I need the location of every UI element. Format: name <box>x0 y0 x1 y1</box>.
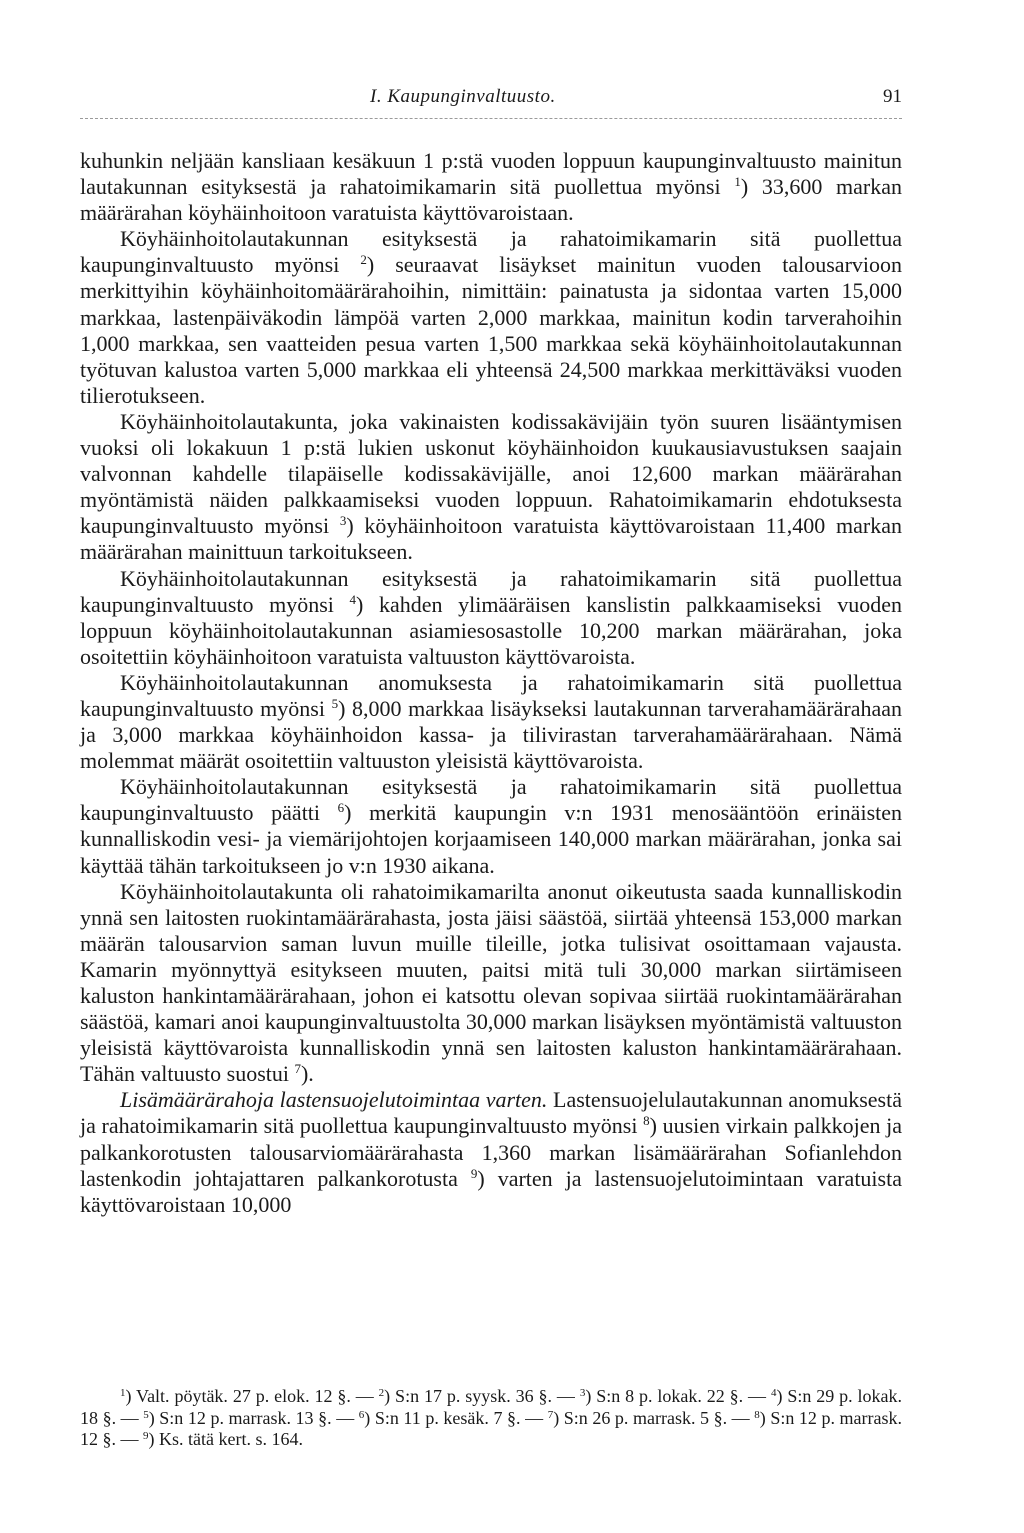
footnote-ref: 2 <box>360 252 367 268</box>
footnote-ref: 1 <box>734 174 741 190</box>
paragraph: Köyhäinhoitolautakunnan esityksestä ja rahatoimikamarin sitä puollettua kaupunginvaltuusto päätti $^6$) merkitä kaupungin v:n 1931 menosääntöön erinäisten kunnalliskodin vesi- ja viemärijohtojen korjaamiseen 140,000 markan määrärahan, jonka sai käyttää tähän tarkoitukseen jo v:n 1930 aikana. <box>80 774 903 878</box>
paragraph: Köyhäinhoitolautakunta oli rahatoimikamarilta anonut oikeutusta saada kunnalliskodin ynnä sen laitosten ruokintamäärärahasta, josta jäisi säästöä, siirtää yhteensä 153,000 markan määrän talousarvion saman luvun muille tileille, jotka tulisivat osoittamaan vajausta. Kamarin myönnyttyä esitykseen muuten, paitsi mitä tuli 30,000 markan siirtämiseen kaluston hankintamäärärahaan, johon ei katsottu olevan sopivaa siirtää ruokintamäärärahan säästöä, kamari anoi kaupunginvaltuustolta 30,000 markan lisäyksen myöntämistä valtuuston yleisistä käyttövaroista kunnalliskodin ynnä sen laitosten kaluston hankintamäärärahaan. Tähän valtuusto suostui $^7$). <box>80 878 902 1087</box>
footnote-ref: 6 <box>337 800 345 816</box>
footnote-ref: 5 <box>331 695 339 711</box>
section-heading: Lisämäärärahoja lastensuojelutoimintaa varten. <box>120 1087 548 1113</box>
paragraph: Köyhäinhoitolautakunta, joka vakinaisten kodissakävijäin työn suuren lisääntymisen vuoksi oli lokakuun 1 p:stä lukien uskonut köyhäinhoidon kuukausiavustuksen saajain valvonnan kahdelle tilapäiselle kodissakävijälle, anoi 12,600 markan määrärahan myöntämistä näiden palkkaamiseksi vuoden loppuun. Rahatoimikamarin ehdotuksesta kaupunginvaltuusto myönsi $^3$) köyhäinhoitoon varatuista käyttövaroistaan 11,400 markan määrärahan mainittuun tarkoitukseen. <box>80 408 903 565</box>
paragraph: Köyhäinhoitolautakunnan esityksestä ja rahatoimikamarin sitä puollettua kaupunginvaltuusto myönsi $^2$) seuraavat lisäykset mainitun vuoden talousarvioon merkittyihin köyhäinhoitomäärärahoihin, nimittäin: painatusta ja sidontaa varten 15,000 markkaa, lastenpäiväkodin lämpöä varten 2,000 markkaa, mainitun kodin tarverahoihin 1,000 markkaa, sen vaatteiden pesua varten 1,500 markkaa sekä köyhäinhoitolautakunnan työtuvan kalustoa varten 5,000 markkaa eli yhteensä 24,500 markkaa merkittäväksi vuoden tilierotukseen. <box>80 226 903 408</box>
paragraph: Lisämäärärahoja lastensuojelutoimintaa varten. Lastensuojelulautakunnan anomuksestä ja rahatoimikamarin sitä puollettua kaupunginvaltuusto myönsi $^8$) uusien virkain palkkojen ja palkankorotusten talousarviomäärärahasta 1,360 markan lisämäärärahan Sofianlehdon lastenkodin johtajattaren palkankorotusta $^9$) varten ja lastensuojelutoimintaan varatuista käyttövaroistaan 10,000 <box>80 1087 902 1217</box>
running-title: I. Kaupunginvaltuusto. <box>370 86 556 107</box>
footnote-ref: 8 <box>643 1113 650 1129</box>
header-rule <box>80 118 902 119</box>
running-header <box>80 84 902 110</box>
paragraph: Köyhäinhoitolautakunnan esityksestä ja rahatoimikamarin sitä puollettua kaupunginvaltuusto myönsi $^4$) kahden ylimääräisen kanslistin palkkaamiseksi vuoden loppuun köyhäinhoitolautakunnan asiamiesosastolle 10,200 markan määrärahan, joka osoitettiin köyhäinhoitoon varatuista valtuuston käyttövaroista. <box>80 565 903 669</box>
footnote-text: $^1$) Valt. pöytäk. 27 p. elok. 12 §. — $^2$) S:n 17 p. syysk. 36 §. — $^3$) S:n 8 p. lokak. 22 §. — $^4$) S:n 29 p. lokak. 18 §. — $^5$) S:n 12 p. marrask. 13 §. — $^6$) S:n 11 p. kesäk. 7 §. — $^7$) S:n 26 p. marrask. 5 §. — $^8$) S:n 12 p. marrask. 12 §. — $^9$) Ks. tätä kert. s. 164. <box>80 1386 903 1449</box>
body-text <box>80 148 902 1218</box>
paragraph: kuhunkin neljään kansliaan kesäkuun 1 p:stä vuoden loppuun kaupunginvaltuusto mainitun lautakunnan esityksestä ja rahatoimikamarin sitä puollettua myönsi $^1$) 33,600 markan määrärahan köyhäinhoitoon varatuista käyttövaroistaan. <box>80 148 903 226</box>
footnote-ref: 4 <box>349 591 357 607</box>
footnote-ref: 9 <box>470 1165 478 1181</box>
footnotes <box>80 1386 902 1451</box>
footnote-ref: 7 <box>294 1061 301 1077</box>
page-number: 91 <box>883 86 902 107</box>
footnote-ref: 3 <box>339 513 347 529</box>
paragraph: Köyhäinhoitolautakunnan anomuksesta ja rahatoimikamarin sitä puollettua kaupunginvaltuusto myönsi $^5$) 8,000 markkaa lisäykseksi lautakunnan tarverahamäärärahaan ja 3,000 markkaa köyhäinhoidon kassa- ja tilivirastan tarverahamäärärahaan. Nämä molemmat määrät osoitettiin valtuuston yleisistä käyttövaroista. <box>80 669 902 774</box>
